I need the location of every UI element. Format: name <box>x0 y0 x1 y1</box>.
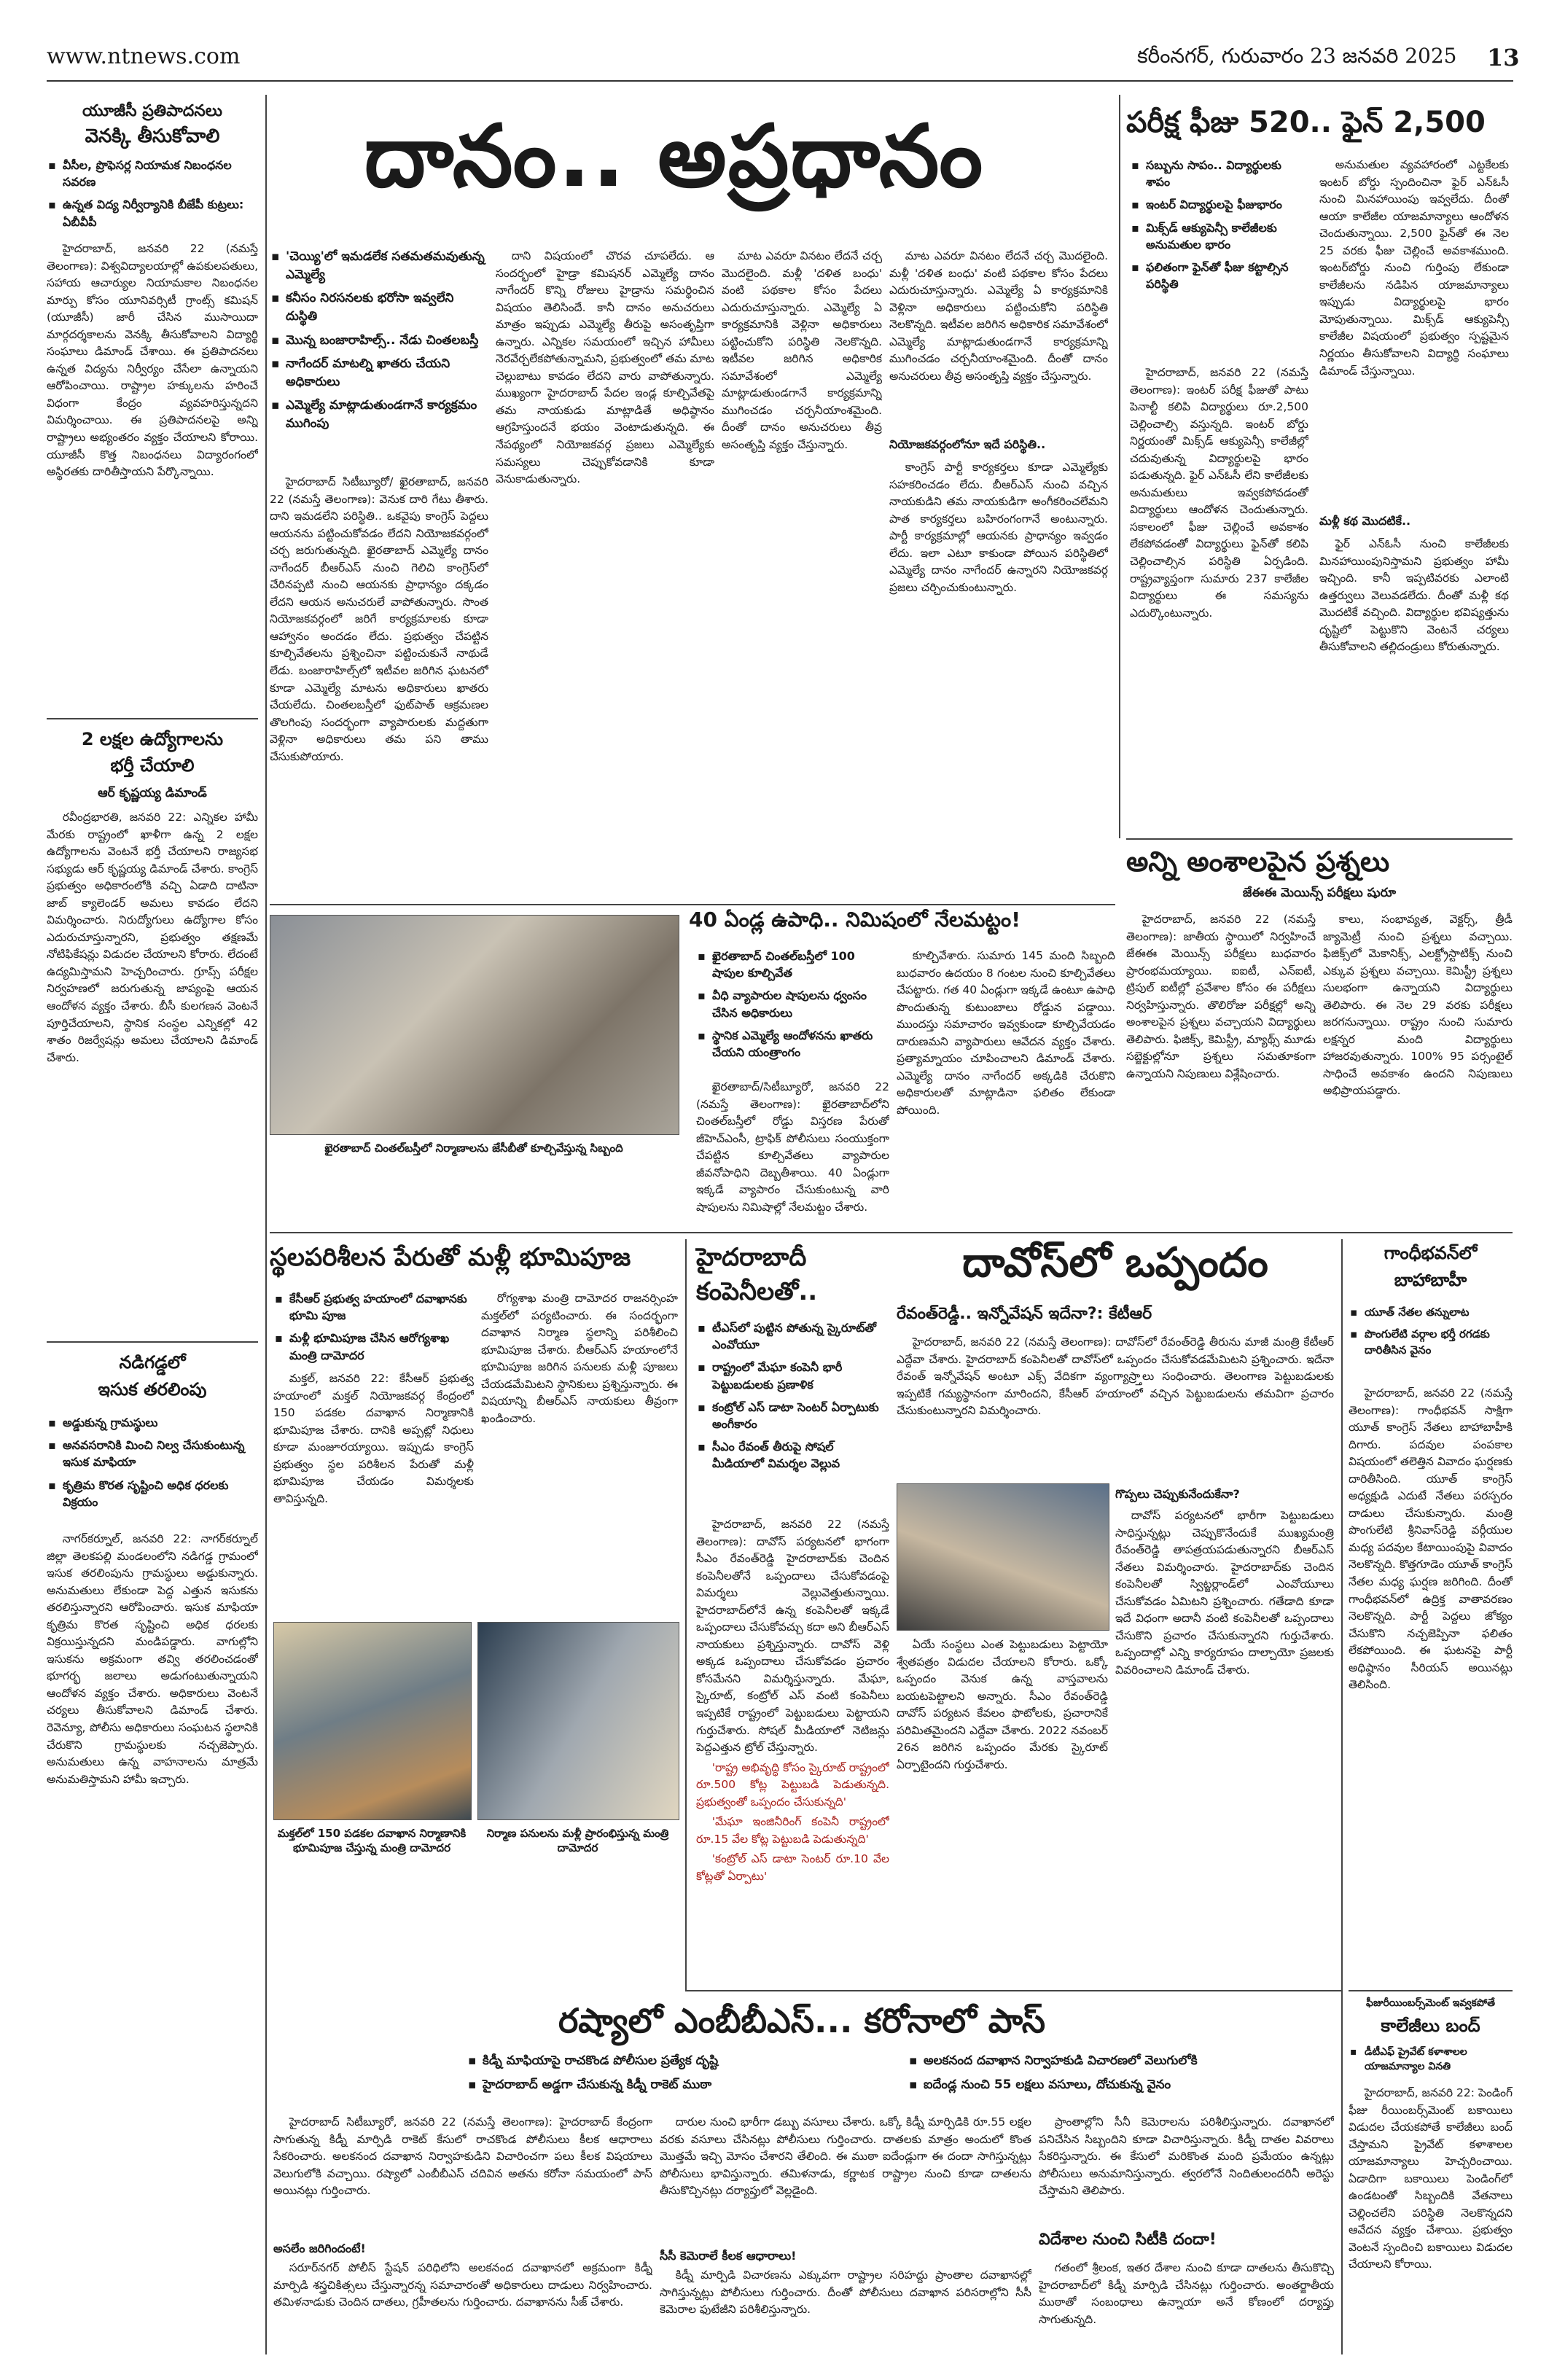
russia-paragraph: సరూర్‌నగర్‌ పోలీస్‌ స్టేషన్‌ పరిధిలోని అలకనంద దవాఖానలో అక్రమంగా కిడ్నీ మార్పిడి శస్త్రచికిత్సలు చేస్తున్నారన్న సమాచారంతో అధికారులు దాడులు నిర్వహించారు. తమిళనాడుకు చెందిన దాతలు, గ్రహీతలను గుర్తించారు. దవాఖానను సీజ్‌ చేశారు. <box>273 2261 652 2309</box>
davos-col-1 <box>897 1334 1334 1480</box>
divider <box>47 718 258 719</box>
ugc-paragraph: హైదరాబాద్‌, జనవరి 22 (నమస్తే తెలంగాణ): విశ్వవిద్యాలయాల్లో ఉపకులపతులు, సహాయ ఆచార్యుల నియామకాల నిబంధనల మార్పు కోసం యూనివర్సిటీ గ్రాంట్స్‌ కమిషన్‌ (యూజీసీ) జారీ చేసిన ముసాయిదా మార్గదర్శకాలను వెనక్కి తీసుకోవాలని విద్యార్థి సంఘాలు డిమాండ్‌ చేశాయి. ఈ ప్రతిపాదనలు ఉన్నత విద్యను నిర్వీర్యం చేసేలా ఉన్నాయని ఆరోపించాయి. రాష్ట్రాల హక్కులను హరించే విధంగా కేంద్రం వ్యవహరిస్తున్నదని విమర్శించాయి. ఈ ప్రతిపాదనలపై అన్ని రాష్ట్రాలు అభ్యంతరం వ్యక్తం చేయాలని కోరాయి. యూజీసీ కొత్త నిబంధనలు విద్యారంగంలో అస్థిరతకు దారితీస్తాయని పేర్కొన్నాయి. <box>47 242 258 479</box>
russia-paragraph: దారుల నుంచి భారీగా డబ్బు వసూలు చేశారు. ఒక్కో కిడ్నీ మార్పిడికి రూ.55 లక్షల వరకు వసూలు చేసినట్లు పోలీసులు గుర్తించారు. దాతలకు మాత్రం అందులో కొంత మొత్తమే ఇచ్చి మోసం చేశారని తేలింది. ఈ ముఠా ఐదేండ్లుగా ఈ దందా సాగిస్తున్నట్లు పోలీసులు భావిస్తున్నారు. తమిళనాడు, కర్ణాటక రాష్ట్రాల నుంచి కూడా దాతలను తీసుకొచ్చినట్లు దర్యాప్తులో వెల్లడైంది. <box>660 2115 1031 2198</box>
main-bullet: ▪ ఎమ్మెల్యే మాట్లాడుతుండగానే కార్యక్రమం ముగింపు <box>270 397 488 432</box>
main-paragraph: కాంగ్రెస్‌ పార్టీ కార్యకర్తలు కూడా ఎమ్మెల్యేకు సహకరించడం లేదు. బీఆర్‌ఎస్‌ నుంచి వచ్చిన నాయకుడిని తమ నాయకుడిగా అంగీకరించలేమని పాత కార్యకర్తలు బహిరంగంగానే అంటున్నారు. పార్టీ కార్యక్రమాల్లో ఆయనకు ప్రాధాన్యం ఇవ్వడం లేదు. ఇలా ఎటూ కాకుండా పోయిన పరిస్థితిలో ఎమ్మెల్యే దానం నాగేందర్‌ ఉన్నారని నియోజకవర్గ ప్రజలు చర్చించుకుంటున్నారు. <box>889 461 1108 594</box>
exam-headline: పరీక్ష ఫీజు 520.. ఫైన్‌ 2,500 <box>1126 106 1486 139</box>
column-divider <box>1341 1239 1343 2354</box>
bhoomi-col-1 <box>273 1370 474 1611</box>
dateline: కరీంనగర్, గురువారం 23 జనవరి 2025 <box>1137 44 1457 68</box>
russia-bullet: ▪ ఐదేండ్ల నుంచి 55 లక్షలు వసూలు, దోచుకున్న వైనం <box>908 2076 1334 2094</box>
bhoomi-paragraph: మక్తల్‌, జనవరి 22: కేసీఆర్‌ ప్రభుత్వ హయాంలో మక్తల్‌ నియోజకవర్గ కేంద్రంలో 150 పడకల దవాఖాన నిర్మాణానికి భూమిపూజ చేశారు. దానికి అప్పట్లో నిధులు కూడా మంజూరయ్యాయి. ఇప్పుడు కాంగ్రెస్‌ ప్రభుత్వం స్థల పరిశీలన పేరుతో మళ్లీ భూమిపూజ చేయడం విమర్శలకు తావిస్తున్నది. <box>273 1372 474 1505</box>
russia-col-3 <box>1039 2114 1334 2223</box>
russia-paragraph: గతంలో శ్రీలంక, ఇతర దేశాల నుంచి కూడా దాతలను తీసుకొచ్చి హైదరాబాద్‌లో కిడ్నీ మార్పిడి చేసినట్లు గుర్తించారు. అంతర్జాతీయ ముఠాతో సంబంధాలు ఉన్నాయా అనే కోణంలో దర్యాప్తు సాగుతున్నది. <box>1039 2261 1334 2326</box>
russia-col-2 <box>660 2114 1031 2245</box>
main-paragraph: మాట ఎవరూ వినటం లేదనే చర్చ మొదలైంది. మళ్లీ 'దళిత బంధు' వంటి పథకాల కోసం పేదలు ఎదురుచూస్తున్నారు. ఎమ్మెల్యే ఏ కార్యక్రమానికి వెళ్లినా అధికారులు పట్టించుకోని పరిస్థితి నెలకొన్నది. ఇటీవల జరిగిన అధికారిక సమావేశంలో ఎమ్మెల్యే మాట్లాడుతుండగానే కార్యక్రమాన్ని ముగించడం చర్చనీయాంశమైంది. దీంతో దానం అనుచరులు తీవ్ర అసంతృప్తి వ్యక్తం చేస్తున్నారు. <box>889 249 1108 383</box>
main-paragraph: హైదరాబాద్‌ సిటీబ్యూరో/ ఖైరతాబాద్‌, జనవరి 22 (నమస్తే తెలంగాణ): వెనుక దారి గేటు తీశారు. దాని ఇమడలేని పరిస్థితి.. ఒకవైపు కాంగ్రెస్‌ పెద్దలు ఆయనను పట్టించుకోవడం లేదని నియోజకవర్గంలో చర్చ జరుగుతున్నది. ఖైరతాబాద్‌ ఎమ్మెల్యే దానం నాగేందర్‌ బీఆర్‌ఎస్‌ నుంచి గెలిచి కాంగ్రెస్‌లో చేరినప్పటి నుంచి ఆయనకు ప్రాధాన్యం దక్కడం లేదని ఆయన అనుచరులే వాపోతున్నారు. సొంత నియోజకవర్గంలో జరిగే కార్యక్రమాలకు కూడా ఆహ్వానం అందడం లేదు. ప్రభుత్వం చేపట్టిన కూల్చివేతలను ప్రశ్నించినా పట్టించుకునే నాథుడే లేడు. బంజారాహిల్స్‌లో ఇటీవల జరిగిన ఘటనలో కూడా ఎమ్మెల్యే మాటను అధికారులు ఖాతరు చేయలేదు. చింతలబస్తీలో ఫుట్‌పాత్‌ ఆక్రమణల తొలగింపు సందర్భంగా వ్యాపారులకు మద్దతుగా వెళ్లినా అధికారులు తమ పని తాము చేసుకుపోయారు. <box>270 475 488 763</box>
jobs-body <box>47 809 258 1334</box>
divider <box>270 1232 1513 1233</box>
hyd-companies-bullet: ▪ కంట్రోల్‌ ఎస్‌ డాటా సెంటర్‌ ఏర్పాటుకు అంగీకారం <box>696 1399 889 1432</box>
ugc-body <box>47 241 258 707</box>
davos-subhead-2: గొప్పలు చెప్పుకునేందుకేనా? <box>1115 1487 1240 1501</box>
colleges-bullets <box>1349 2045 1513 2080</box>
colleges-headline-1: ఫీజురీయింబర్స్‌మెంట్‌ ఇవ్వకపోతే <box>1365 1997 1496 2009</box>
jobs-paragraph: రవీంద్రభారతి, జనవరి 22: ఎన్నికల హామీ మేరకు రాష్ట్రంలో ఖాళీగా ఉన్న 2 లక్షల ఉద్యోగాలను వెంటనే భర్తీ చేయాలని రాజ్యసభ సభ్యుడు ఆర్‌ కృష్ణయ్య డిమాండ్‌ చేశారు. కాంగ్రెస్‌ ప్రభుత్వం అధికారంలోకి వచ్చి ఏడాది దాటినా జాబ్‌ క్యాలెండర్‌ అమలు కావడం లేదని విమర్శించారు. నిరుద్యోగులు ఉద్యోగాల కోసం ఎదురుచూస్తున్నారని, ప్రభుత్వం తక్షణమే నోటిఫికేషన్లు విడుదల చేయాలని కోరారు. లేదంటే ఉద్యమిస్తామని హెచ్చరించారు. గ్రూప్స్‌ పరీక్షల నిర్వహణలో జరుగుతున్న జాప్యంపై ఆయన ఆందోళన వ్యక్తం చేశారు. బీసీ కులగణన వెంటనే పూర్తిచేయాలని, స్థానిక సంస్థల ఎన్నికల్లో 42 శాతం రిజర్వేషన్లు అమలు చేయాలని డిమాండ్‌ చేశారు. <box>47 811 258 1064</box>
exam-col-2 <box>1319 157 1509 507</box>
questions-paragraph: కాలు, సంభావ్యత, వెక్టర్స్‌, త్రీడీ జ్యామెట్రీ నుంచి ప్రశ్నలు వచ్చాయి. ఫిజిక్స్‌లో మెకానిక్స్‌, ఎలక్ట్రోస్టాటిక్స్‌ నుంచి ఎక్కువ ప్రశ్నలు వచ్చాయి. కెమిస్ట్రీ ప్రశ్నలు సులభంగా ఉన్నాయని విద్యార్థులు తెలిపారు. ఈ నెల 29 వరకు పరీక్షలు జరగనున్నాయి. రాష్ట్రం నుంచి సుమారు లక్షన్నర మంది విద్యార్థులు హాజరవుతున్నారు. 100% 95 పర్సంటైల్‌ సాధించే అవకాశం ఉందని నిపుణులు అభిప్రాయపడ్డారు. <box>1323 913 1513 1098</box>
exam-subhead: మళ్లీ కథ మొదటికే.. <box>1319 514 1411 528</box>
exam-bullet: ▪ ఇంటర్‌ విద్యార్థులపై ఫీజుభారం <box>1130 196 1305 213</box>
main-col-3 <box>722 248 882 897</box>
russia-paragraph: హైదరాబాద్‌ సిటీబ్యూరో, జనవరి 22 (నమస్తే తెలంగాణ): హైదరాబాద్‌ కేంద్రంగా సాగుతున్న కిడ్నీ మార్పిడి రాకెట్‌ కేసులో రాచకొండ పోలీసులు కీలక ఆధారాలు సేకరించారు. అలకనంద దవాఖాన నిర్వాహకుడిని విచారించగా పలు కీలక విషయాలు వెలుగులోకి వచ్చాయి. రష్యాలో ఎంబీబీఎస్‌ చదివిన అతను కరోనా సమయంలో పాస్‌ అయినట్లు గుర్తించారు. <box>273 2115 652 2198</box>
davos-paragraph: దావోస్‌ పర్యటనలో భారీగా పెట్టుబడులు సాధిస్తున్నట్లు చెప్పుకొనేందుకే ముఖ్యమంత్రి రేవంత్‌రెడ్డి తాపత్రయపడుతున్నారని బీఆర్‌ఎస్‌ నేతలు విమర్శించారు. హైదరాబాద్‌కు చెందిన కంపెనీలతో స్విట్జర్లాండ్‌లో ఎంవోయూలు చేసుకోవడం ఏమిటని ప్రశ్నించారు. గతేడాది కూడా ఇదే విధంగా అదానీ వంటి కంపెనీలతో ఒప్పందాలు చేసుకొని ప్రచారం చేసుకున్నారని గుర్తుచేశారు. ఒప్పందాల్లో ఎన్ని కార్యరూపం దాల్చాయో ప్రజలకు వివరించాలని డిమాండ్‌ చేశారు. <box>1115 1509 1334 1677</box>
column-divider <box>1119 95 1120 838</box>
forty-years-col-2 <box>897 948 1115 1225</box>
colleges-body <box>1349 2085 1513 2354</box>
main-subhead: నియోజకవర్గంలోనూ ఇదే పరిస్థితి.. <box>889 437 1046 451</box>
sand-bullet: ▪ అడ్డుకున్న గ్రామస్థులు <box>47 1414 258 1431</box>
davos-col-3 <box>897 1636 1108 1983</box>
questions-byline: జేఈఈ మెయిన్స్‌ పరీక్షలు షురూ <box>1242 886 1397 900</box>
exam-col-1 <box>1130 364 1308 831</box>
russia-col-3b <box>1039 2260 1334 2354</box>
russia-bullet: ▪ అలకనంద దవాఖాన నిర్వాహకుడి విచారణలో వెలుగులోకి <box>908 2052 1334 2070</box>
russia-headline: రష్యాలో ఎంబీబీఎస్‌... కరోనాలో పాస్‌ <box>558 2001 1046 2040</box>
revanth-photo <box>897 1483 1109 1631</box>
gandhi-bullet: ▪ పొంగులేటి వర్గాల భర్తీ రగడకు దారితీసిన వైనం <box>1349 1327 1513 1359</box>
exam-paragraph: ఫైర్‌ ఎన్‌ఓసీ నుంచి కాలేజీలకు మినహాయింపునిస్తామని ప్రభుత్వం హామీ ఇచ్చింది. కానీ ఇప్పటివరకు ఎలాంటి ఉత్తర్వులు వెలువడలేదు. దీంతో మళ్లీ కథ మొదటికే వచ్చింది. విద్యార్థుల భవిష్యత్తును దృష్టిలో పెట్టుకొని వెంటనే చర్యలు తీసుకోవాలని తల్లిదండ్రులు కోరుతున్నారు. <box>1319 537 1509 654</box>
russia-col-1 <box>273 2114 652 2238</box>
main-bullet: ▪ 'చెయ్యి'లో ఇమడలేక సతమతమవుతున్న ఎమ్మెల్యే <box>270 248 488 284</box>
sand-headline-2: ఇసుక తరలింపు <box>98 1379 207 1400</box>
questions-col-2 <box>1323 911 1513 1225</box>
bhoomi-col-2 <box>481 1290 678 1611</box>
davos-paragraph: హైదరాబాద్‌, జనవరి 22 (నమస్తే తెలంగాణ): దావోస్‌లో రేవంత్‌రెడ్డి తీరును మాజీ మంత్రి కేటీఆర్‌ ఎద్దేవా చేశారు. హైదరాబాద్‌ కంపెనీలతో దావోస్‌లో ఒప్పందం చేసుకోవడమేమిటని ప్రశ్నించారు. ఇదేనా రేవంత్‌ ఇన్నోవేషన్‌ అంటూ ఎక్స్‌ వేదికగా వ్యంగ్యాస్ర్తాలు సంధించారు. తెలంగాణ పెట్టుబడులకు ఇప్పటికే గమ్యస్థానంగా మారిందని, కేసీఆర్‌ హయాంలో వచ్చిన పెట్టుబడులను తమవిగా ప్రచారం చేసుకుంటున్నారని విమర్శించారు. <box>897 1335 1334 1418</box>
russia-paragraph: కిడ్నీ మార్పిడి విచారణను ఎక్కువగా రాష్ట్రాల సరిహద్దు ప్రాంతాల దవాఖానల్లో సాగిస్తున్నట్లు పోలీసులు గుర్తించారు. దీంతో పోలీసులు దవాఖాన పరిసరాల్లోని సీసీ కెమెరాల ఫుటేజీని పరిశీలిస్తున్నారు. <box>660 2268 1031 2317</box>
hyd-companies-bullet: ▪ సీఎం రేవంత్‌ తీరుపై సోషల్‌ మీడియాలో విమర్శల వెల్లువ <box>696 1438 889 1472</box>
minister-photo <box>477 1622 679 1820</box>
davos-headline: దావోస్‌లో ఒప్పందం <box>962 1239 1268 1287</box>
colleges-paragraph: హైదరాబాద్‌, జనవరి 22: పెండింగ్‌ ఫీజు రీయింబర్స్‌మెంట్‌ బకాయిలు విడుదల చేయకపోతే కాలేజీలు బంద్‌ చేస్తామని ప్రైవేట్‌ కళాశాలల యాజమాన్యాలు హెచ్చరించాయి. ఏడాదిగా బకాయిలు పెండింగ్‌లో ఉండటంతో సిబ్బందికి వేతనాలు చెల్లించలేని పరిస్థితి నెలకొన్నదని ఆవేదన వ్యక్తం చేశాయి. ప్రభుత్వం వెంటనే స్పందించి బకాయిలు విడుదల చేయాలని కోరాయి. <box>1349 2086 1513 2271</box>
sand-body <box>47 1531 258 2354</box>
exam-paragraph: హైదరాబాద్‌, జనవరి 22 (నమస్తే తెలంగాణ): ఇంటర్‌ పరీక్ష ఫీజుతో పాటు పెనాల్టీ కలిపి విద్యార్థులు రూ.2,500 చెల్లించాల్సి వస్తున్నది. ఇంటర్‌ బోర్డు నిర్ణయంతో మిక్స్‌డ్‌ ఆక్యుపెన్సీ కాలేజీల్లో చదువుతున్న విద్యార్థులపై భారం పడుతున్నది. ఫైర్‌ ఎన్‌ఓసీ లేని కాలేజీలకు అనుమతులు ఇవ్వకపోవడంతో విద్యార్థులు ఆందోళన చెందుతున్నారు. సకాలంలో ఫీజు చెల్లించే అవకాశం లేకపోవడంతో విద్యార్థులు ఫైన్‌తో కలిపి చెల్లించాల్సిన పరిస్థితి ఏర్పడింది. రాష్ట్రవ్యాప్తంగా సుమారు 237 కాలేజీల విద్యార్థులు ఈ సమస్యను ఎదుర్కొంటున్నారు. <box>1130 366 1308 620</box>
ugc-bullet: ▪ ఉన్నత విద్య నిర్వీర్యానికి బీజేపీ కుట్రలు: ఏబీవీపీ <box>47 196 258 230</box>
column-divider <box>265 95 267 2354</box>
russia-subhead-c: విదేశాల నుంచి సిటీకి దందా! <box>1039 2231 1217 2249</box>
page-number: 13 <box>1487 44 1520 71</box>
russia-bullets <box>467 2052 1334 2099</box>
jobs-byline: ఆర్‌ కృష్ణయ్య డిమాండ్‌ <box>98 786 207 800</box>
bhoomi-bullet: ▪ మళ్లీ భూమిపూజ చేసిన ఆరోగ్యశాఖ మంత్రి దామోదర <box>273 1330 474 1363</box>
ugc-bullets <box>47 157 258 236</box>
forty-years-headline: 40 ఏండ్ల ఉపాధి.. నిమిషంలో నేలమట్టం! <box>689 908 1021 932</box>
gandhi-headline-2: బాహాబాహీ <box>1394 1270 1467 1290</box>
hyd-companies-bullets <box>696 1319 889 1478</box>
demolition-photo <box>270 915 679 1135</box>
colleges-bullet: ▪ డీటీఎఫ్‌ ప్రైవేట్‌ కళాశాలల యాజమాన్యాల వినతి <box>1349 2045 1513 2075</box>
questions-col-1 <box>1126 911 1316 1225</box>
jobs-headline-2: భర్తీ చేయాలి <box>110 755 195 776</box>
exam-col-3 <box>1319 536 1509 831</box>
russia-col-2b <box>660 2267 1031 2354</box>
main-col-2 <box>496 248 714 897</box>
divider <box>1126 838 1513 840</box>
questions-headline: అన్ని అంశాలపైన ప్రశ్నలు <box>1126 846 1390 878</box>
ugc-bullet: ▪ వీసీల, ప్రొఫెసర్ల నియామక నిబంధనల సవరణ <box>47 157 258 190</box>
russia-subhead-b: సీసీ కెమెరాలే కీలక ఆధారాలు! <box>660 2249 797 2263</box>
photo-caption: నిర్మాణ పనులను మళ్లీ ప్రారంభిస్తున్న మంత్రి దామోదర <box>486 1827 669 1855</box>
hyd-companies-bullet: ▪ టీఎస్‌లో పుట్టిన పోతున్న స్కైరూట్‌తో ఎంవోయూ <box>696 1319 889 1353</box>
gandhi-headline-1: గాంధీభవన్‌లో <box>1384 1243 1478 1263</box>
ugc-headline-2: వెనక్కి తీసుకోవాలి <box>85 125 220 147</box>
russia-col-1b <box>273 2260 652 2354</box>
hyd-companies-headline-1: హైదరాబాదీ <box>696 1243 807 1272</box>
jobs-headline-1: 2 లక్షల ఉద్యోగాలను <box>81 729 224 749</box>
exam-bullet: ▪ సబ్బును సాపం.. విద్యార్థులకు శాపం <box>1130 157 1305 190</box>
hyd-companies-quote: 'మేఘా ఇంజినీరింగ్‌ కంపెనీ రాష్ట్రంలో రూ.15 వేల కోట్ల పెట్టుబడి పెడుతున్నది' <box>696 1815 889 1846</box>
ugc-headline-1: యూజీసీ ప్రతిపాదనలు <box>82 102 222 120</box>
hyd-companies-paragraph: హైదరాబాద్‌, జనవరి 22 (నమస్తే తెలంగాణ): దావోస్‌ పర్యటనలో భాగంగా సీఎం రేవంత్‌రెడ్డి హైదరాబాద్‌కు చెందిన కంపెనీలతోనే ఒప్పందాలు చేసుకోవడంపై విమర్శలు వెల్లువెత్తుతున్నాయి. హైదరాబాద్‌లోనే ఉన్న కంపెనీలతో ఇక్కడే ఒప్పందాలు చేసుకోవచ్చు కదా అని బీఆర్‌ఎస్‌ నాయకులు ప్రశ్నిస్తున్నారు. దావోస్‌ వెళ్లి అక్కడ ఒప్పందాలు చేసుకోవడం ప్రచారం కోసమేనని విమర్శిస్తున్నారు. మేఘా, స్కైరూట్‌, కంట్రోల్‌ ఎస్‌ వంటి కంపెనీలు ఇప్పటికే రాష్ట్రంలో పెట్టుబడులు పెట్టాయని గుర్తుచేశారు. సోషల్‌ మీడియాలో నెటిజన్లు పెద్దఎత్తున ట్రోల్‌ చేస్తున్నారు. <box>696 1518 889 1755</box>
site-url[interactable]: www.ntnews.com <box>47 44 241 69</box>
main-bullets <box>270 248 488 439</box>
davos-paragraph: ఏయే సంస్థలు ఎంత పెట్టుబడులు పెట్టాయో శ్వేతపత్రం విడుదల చేయాలని కోరారు. ఒక్కో ఒప్పందం వెనుక ఉన్న వాస్తవాలను బయటపెట్టాలని అన్నారు. సీఎం రేవంత్‌రెడ్డి దావోస్‌ పర్యటన కేవలం ఫొటోలకు, ప్రచారానికే పరిమితమైందని ఎద్దేవా చేశారు. 2022 నవంబర్‌ 26న జరిగిన ఒప్పందం మేరకు స్కైరూట్‌ ఏర్పాటైందని గుర్తుచేశారు. <box>897 1638 1108 1771</box>
divider <box>47 1341 258 1343</box>
gandhi-body <box>1349 1385 1513 1983</box>
sand-headline-1: నడిగడ్డలో <box>119 1352 186 1373</box>
bhoomi-bullet: ▪ కేసీఆర్‌ ప్రభుత్వ హయాంలో దవాఖానకు భూమి పూజ <box>273 1290 474 1324</box>
davos-col-2 <box>1115 1507 1334 1983</box>
forty-years-paragraph: ఖైరతాబాద్‌/సిటీబ్యూరో, జనవరి 22 (నమస్తే తెలంగాణ): ఖైరతాబాద్‌లోని చింతల్‌బస్తీలో రోడ్డు విస్తరణ పేరుతో జీహెచ్‌ఎంసీ, ట్రాఫిక్‌ పోలీసులు సంయుక్తంగా చేపట్టిన కూల్చివేతలు వ్యాపారుల జీవనోపాధిని దెబ్బతీశాయి. 40 ఏండ్లుగా ఇక్కడే వ్యాపారం చేసుకుంటున్న వారి షాపులను నిమిషాల్లో నేలమట్టం చేశారు. <box>696 1080 889 1214</box>
exam-paragraph: అనుమతుల వ్యవహారంలో ఎట్టకేలకు ఇంటర్‌ బోర్డు స్పందించినా ఫైర్‌ ఎన్‌ఓసీ నుంచి మినహాయింపు ఇవ్వలేదు. దీంతో ఆయా కాలేజీల యాజమాన్యాలు ఆందోళన చెందుతున్నాయి. 2,500 ఫైన్‌తో ఈ నెల 25 వరకు ఫీజు చెల్లించే అవకాశముంది. ఇంటర్‌బోర్డు నుంచి గుర్తింపు లేకుండా కాలేజీలను నడిపిన యాజమాన్యాలు ఇప్పుడు విద్యార్థులపై భారం మోపుతున్నాయి. మిక్స్‌డ్‌ ఆక్యుపెన్సీ కాలేజీల విషయంలో ప్రభుత్వం స్పష్టమైన నిర్ణయం తీసుకోవాలని విద్యార్థి సంఘాలు డిమాండ్‌ చేస్తున్నాయి. <box>1319 158 1509 378</box>
divider <box>685 1990 1341 1991</box>
forty-years-bullet: ▪ వీధి వ్యాపారుల షాపులను ధ్వంసం చేసిన అధికారులు <box>696 987 889 1021</box>
hyd-companies-headline-2: కంపెనీలతో.. <box>696 1277 818 1306</box>
exam-bullet: ▪ మిక్స్‌డ్‌ ఆక్యుపెన్సీ కాలేజీలకు అనుమతుల భారం <box>1130 219 1305 253</box>
main-bullet: ▪ నాగేందర్‌ మాటల్ని ఖాతరు చేయని అధికారులు <box>270 355 488 391</box>
hyd-companies-body <box>696 1516 889 1983</box>
divider <box>1349 1990 1513 1991</box>
gandhi-bullets <box>1349 1305 1513 1364</box>
main-headline: దానం.. అప్రధానం <box>364 106 985 206</box>
russia-paragraph: ప్రాంతాల్లోని సీనీ కెమెరాలను పరిశీలిస్తున్నారు. దవాఖానలో పనిచేసిన సిబ్బందిని కూడా విచారిస్తున్నారు. కిడ్నీ దాతల వివరాలు సేకరిస్తున్నారు. ఈ కేసులో మరికొంత మంది ప్రమేయం ఉన్నట్లు పోలీసులు అనుమానిస్తున్నారు. త్వరలోనే నిందితులందరినీ అరెస్టు చేస్తామని తెలిపారు. <box>1039 2115 1334 2198</box>
main-bullet: ▪ కనీసం నిరసనలకు భరోసా ఇవ్వలేని దుస్థితి <box>270 289 488 325</box>
sand-bullets <box>47 1414 258 1516</box>
hyd-companies-quote: 'రాష్ట్ర అభివృద్ధి కోసం స్కైరూట్‌ రాష్ట్రంలో రూ.500 కోట్ల పెట్టుబడి పెడుతున్నది. ప్రభుత్వంతో ఒప్పందం చేసుకున్నది' <box>696 1760 889 1809</box>
bhoomi-paragraph: రోగ్యశాఖ మంత్రి దామోదర రాజనర్సింహ మక్తల్‌లో పర్యటించారు. ఈ సందర్భంగా దవాఖాన నిర్మాణ స్థలాన్ని పరిశీలించి భూమిపూజ చేశారు. బీఆర్‌ఎస్‌ హయాంలోనే భూమిపూజ జరిగిన పనులకు మళ్లీ పూజలు చేయడమేమిటని స్థానికులు ప్రశ్నిస్తున్నారు. ఈ విషయాన్ని బీఆర్‌ఎస్‌ నాయకులు తీవ్రంగా ఖండించారు. <box>481 1292 678 1425</box>
colleges-headline-2: కాలేజీలు బంద్‌ <box>1381 2016 1480 2036</box>
hospital-photo <box>273 1622 472 1820</box>
main-col-1 <box>270 474 488 897</box>
hyd-companies-bullet: ▪ రాష్ట్రంలో మేఘా కంపెనీ భారీ పెట్టుబడులకు ప్రణాళిక <box>696 1359 889 1392</box>
column-divider <box>685 1239 687 1990</box>
sand-paragraph: నాగర్‌కర్నూల్‌, జనవరి 22: నాగర్‌కర్నూల్‌ జిల్లా తెలకపల్లి మండలంలోని నడిగడ్డ గ్రామంలో ఇసుక తరలింపును గ్రామస్థులు అడ్డుకున్నారు. అనుమతులు లేకుండా పెద్ద ఎత్తున ఇసుకను తరలిస్తున్నారని ఆరోపించారు. ఇసుక మాఫియా కృత్రిమ కొరత సృష్టించి అధిక ధరలకు విక్రయిస్తున్నదని మండిపడ్డారు. వాగుల్లోని ఇసుకను అక్రమంగా తవ్వి తరలించడంతో భూగర్భ జలాలు అడుగంటుతున్నాయని ఆందోళన వ్యక్తం చేశారు. అధికారులు వెంటనే చర్యలు తీసుకోవాలని డిమాండ్‌ చేశారు. రెవెన్యూ, పోలీసు అధికారులు సంఘటన స్థలానికి చేరుకొని గ్రామస్థులకు నచ్చజెప్పారు. అనుమతులు ఉన్న వాహనాలను మాత్రమే అనుమతిస్తామని హామీ ఇచ్చారు. <box>47 1532 258 1786</box>
sand-bullet: ▪ అనవసరానికి మించి నిల్వ చేసుకుంటున్న ఇసుక మాఫియా <box>47 1437 258 1470</box>
exam-bullets <box>1130 157 1305 298</box>
gandhi-bullet: ▪ యూత్‌ నేతల తన్నులాట <box>1349 1305 1513 1321</box>
main-paragraph: మాట ఎవరూ వినటం లేదనే చర్చ మొదలైంది. మళ్లీ 'దళిత బంధు' వంటి పథకాల కోసం పేదలు ఎదురుచూస్తున్నారు. ఎమ్మెల్యే ఏ కార్యక్రమానికి వెళ్లినా అధికారులు పట్టించుకోని పరిస్థితి నెలకొన్నది. ఇటీవల జరిగిన అధికారిక సమావేశంలో ఎమ్మెల్యే మాట్లాడుతుండగానే కార్యక్రమాన్ని ముగించడం చర్చనీయాంశమైంది. దీంతో దానం అనుచరులు తీవ్ర అసంతృప్తి వ్యక్తం చేస్తున్నారు. <box>722 249 882 452</box>
main-col-5 <box>889 459 1108 897</box>
forty-years-bullet: ▪ స్థానిక ఎమ్మెల్యే ఆందోళనను ఖాతరు చేయని యంత్రాంగం <box>696 1027 889 1061</box>
davos-subhead: రేవంత్‌రెడ్డీ.. ఇన్నోవేషన్‌ ఇదేనా?: కేటీఆర్‌ <box>897 1305 1152 1323</box>
bhoomi-headline: స్థలపరిశీలన పేరుతో మళ్లీ భూమిపూజ <box>270 1243 631 1272</box>
sand-bullet: ▪ కృత్రిమ కొరత సృష్టించి అధిక ధరలకు విక్రయం <box>47 1477 258 1510</box>
exam-bullet: ▪ ఫలితంగా ఫైన్‌తో ఫీజు కట్టాల్సిన పరిస్థితి <box>1130 259 1305 292</box>
forty-years-bullet: ▪ ఖైరతాబాద్‌ చింతల్‌బస్తీలో 100 షాపుల కూల్చివేత <box>696 948 889 981</box>
photo-caption: ఖైరతాబాద్‌ చింతల్‌బస్తీలో నిర్మాణాలను జేసీబీతో కూల్చివేస్తున్న సిబ్బంది <box>324 1142 623 1155</box>
gandhi-paragraph: హైదరాబాద్‌, జనవరి 22 (నమస్తే తెలంగాణ): గాంధీభవన్‌ సాక్షిగా యూత్‌ కాంగ్రెస్‌ నేతలు బాహాబాహీకి దిగారు. పదవుల పంపకాల విషయంలో తలెత్తిన వివాదం ఘర్షణకు దారితీసింది. యూత్‌ కాంగ్రెస్‌ అధ్యక్షుడి ఎదుటే నేతలు పరస్పరం దాడులు చేసుకున్నారు. మంత్రి పొంగులేటి శ్రీనివాస్‌రెడ్డి వర్గీయుల మధ్య పదవుల కేటాయింపుపై వివాదం నెలకొన్నది. కొత్తగూడెం యూత్‌ కాంగ్రెస్‌ నేతల మధ్య ఘర్షణ జరిగింది. దీంతో గాంధీభవన్‌లో ఉద్రిక్త వాతావరణం నెలకొన్నది. పార్టీ పెద్దలు జోక్యం చేసుకొని నచ్చజెప్పినా ఫలితం లేకపోయింది. ఈ ఘటనపై పార్టీ అధిష్ఠానం సీరియస్‌ అయినట్లు తెలిసింది. <box>1349 1386 1513 1692</box>
divider <box>270 904 1115 905</box>
main-paragraph: దాని విషయంలో చొరవ చూపలేదు. ఆ సందర్భంలో హైడ్రా కమిషనర్‌ ఎమ్మెల్యే దానం నాగేందర్‌ కొన్ని రోజులు హైడ్రాను సమర్థించిన విషయం తెలిసిందే. కానీ దానం అనుచరులు మాత్రం ఇప్పుడు ఎమ్మెల్యే తీరుపై అసంతృప్తిగా ఉన్నారు. ఎన్నికల సమయంలో ఇచ్చిన హామీలు నెరవేర్చలేకపోతున్నామని, ప్రభుత్వంలో తమ మాట చెల్లుబాటు కావడం లేదని వారు వాపోతున్నారు. ముఖ్యంగా హైదరాబాద్‌ పేదల ఇండ్ల కూల్చివేతపై తమ నాయకుడు మాట్లాడితే అధిష్ఠానం ఆగ్రహిస్తుందనే భయం వెంటాడుతున్నది. ఈ నేపథ్యంలో నియోజకవర్గ ప్రజలు ఎమ్మెల్యేకు సమస్యలు చెప్పుకోవడానికి కూడా వెనుకాడుతున్నారు. <box>496 249 714 486</box>
russia-subhead-a: అసలేం జరిగిందంటే! <box>273 2242 366 2255</box>
main-bullet: ▪ మొన్న బంజారాహిల్స్‌.. నేడు చింతలబస్తీ <box>270 332 488 350</box>
questions-paragraph: హైదరాబాద్‌, జనవరి 22 (నమస్తే తెలంగాణ): జాతీయ స్థాయిలో నిర్వహించే జేఈఈ మెయిన్స్‌ పరీక్షలు బుధవారం ప్రారంభమయ్యాయి. ఐఐటీ, ఎన్‌ఐటీ, ట్రిపుల్‌ ఐటీల్లో ప్రవేశాల కోసం ఈ పరీక్షలు నిర్వహిస్తున్నారు. తొలిరోజు పరీక్షల్లో అన్ని అంశాలపైన ప్రశ్నలు వచ్చాయని విద్యార్థులు తెలిపారు. ఫిజిక్స్‌, కెమిస్ట్రీ, మ్యాథ్స్‌ మూడు సబ్జెక్టుల్లోనూ ప్రశ్నలు సమతూకంగా ఉన్నాయని నిపుణులు విశ్లేషించారు. <box>1126 913 1316 1080</box>
hyd-companies-quote: 'కంట్రోల్‌ ఎస్‌ డాటా సెంటర్‌ రూ.10 వేల కోట్లతో ఏర్పాటు' <box>696 1852 889 1883</box>
russia-bullet: ▪ హైదరాబాద్‌ అడ్డగా చేసుకున్న కిడ్నీ రాకెట్‌ ముఠా <box>467 2076 893 2094</box>
forty-years-col-1 <box>696 1079 889 1225</box>
russia-bullet: ▪ కిడ్నీ మాఫియాపై రాచకొండ పోలీసుల ప్రత్యేక దృష్టి <box>467 2052 893 2070</box>
forty-years-bullets <box>696 948 889 1066</box>
bhoomi-bullets <box>273 1290 474 1370</box>
forty-years-paragraph: కూల్చివేశారు. సుమారు 145 మంది సిబ్బంది బుధవారం ఉదయం 8 గంటల నుంచి కూల్చివేతలు చేపట్టారు. గత 40 ఏండ్లుగా ఇక్కడే ఉంటూ ఉపాధి పొందుతున్న కుటుంబాలు రోడ్డున పడ్డాయి. ముందస్తు సమాచారం ఇవ్వకుండా కూల్చివేయడం దారుణమని వ్యాపారులు ఆవేదన వ్యక్తం చేశారు. ప్రత్యామ్నాయం చూపించాలని డిమాండ్‌ చేశారు. ఎమ్మెల్యే దానం నాగేందర్‌ అక్కడికి చేరుకొని అధికారులతో మాట్లాడినా ఫలితం లేకుండా పోయింది. <box>897 949 1115 1117</box>
header-rule <box>47 80 1513 82</box>
main-col-4 <box>889 248 1108 430</box>
photo-caption: మక్తల్‌లో 150 పడకల దవాఖాన నిర్మాణానికి భూమిపూజ చేస్తున్న మంత్రి దామోదర <box>277 1827 467 1855</box>
